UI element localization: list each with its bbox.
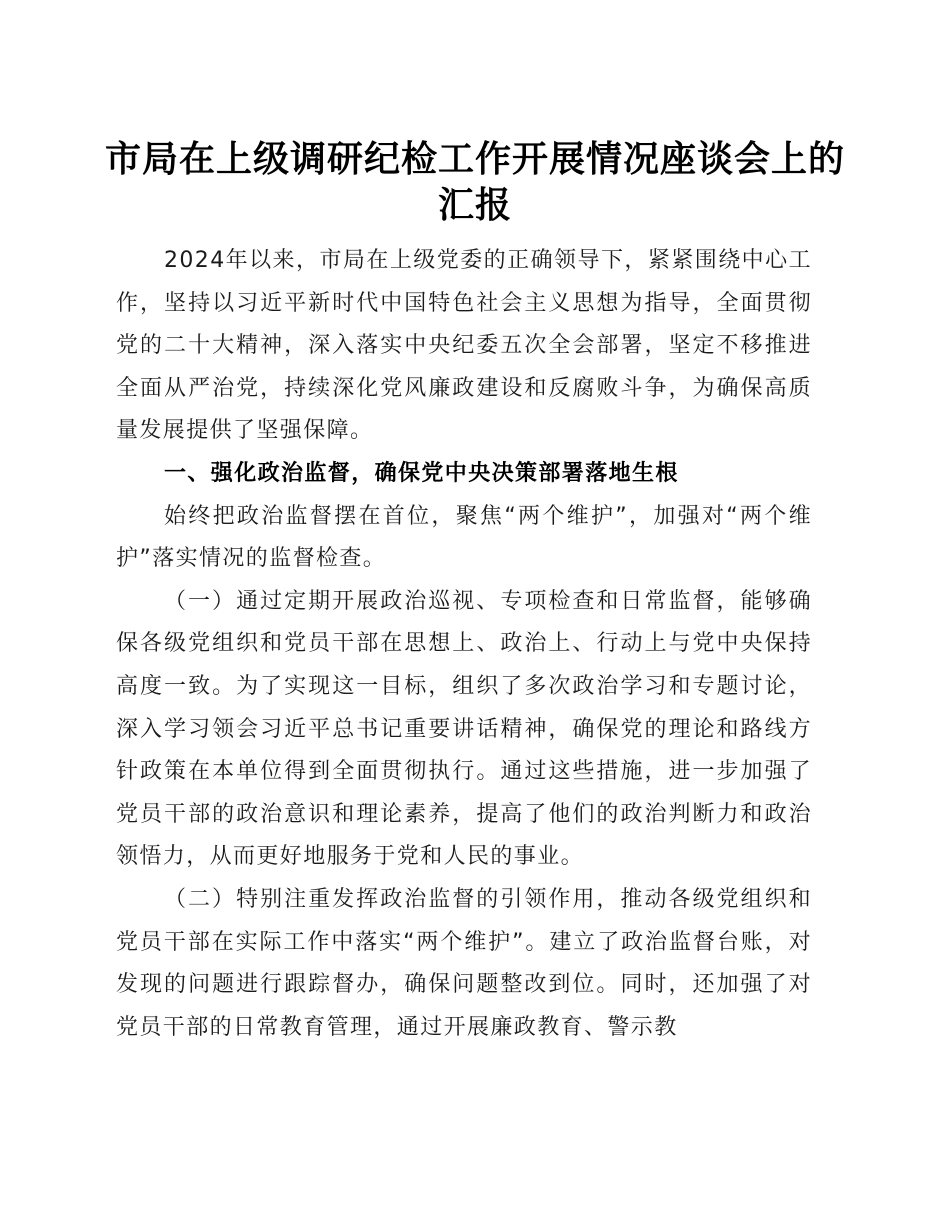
section-heading-1: 一、强化政治监督，确保党中央决策部署落地生根 (164, 460, 679, 486)
paragraph-intro: 2024年以来，市局在上级党委的正确领导下，紧紧围绕中心工作，坚持以习近平新时代中国特色社会主义思想为指导，全面贯彻党的二十大精神，深入落实中央纪委五次全会部署，坚定不移推进全面从严治党，持续深化党风廉政建设和反腐败斗争，为确保高质量发展提供了坚强保障。 (116, 248, 812, 444)
paragraph-section-1-lead: 始终把政治监督摆在首位，聚焦“两个维护”，加强对“两个维护”落实情况的监督检查。 (116, 503, 812, 572)
document-title: 市局在上级调研纪检工作开展情况座谈会上的汇报 (104, 138, 845, 226)
paragraph-subsection-1: （一）通过定期开展政治巡视、专项检查和日常监督，能够确保各级党组织和党员干部在思想上、政治上、行动上与党中央保持高度一致。为了实现这一目标，组织了多次政治学习和专题讨论，深入学习领会习近平总书记重要讲话精神，确保党的理论和路线方针政策在本单位得到全面贯彻执行。通过这些措施，进一步加强了党员干部的政治意识和理论素养，提高了他们的政治判断力和政治领悟力，从而更好地服务于党和人民的事业。 (116, 588, 812, 870)
paragraph-subsection-2: （二）特别注重发挥政治监督的引领作用，推动各级党组织和党员干部在实际工作中落实“两个维护”。建立了政治监督台账，对发现的问题进行跟踪督办，确保问题整改到位。同时，还加强了对党员干部的日常教育管理，通过开展廉政教育、警示教 (116, 886, 812, 1040)
document-body (116, 240, 812, 1049)
